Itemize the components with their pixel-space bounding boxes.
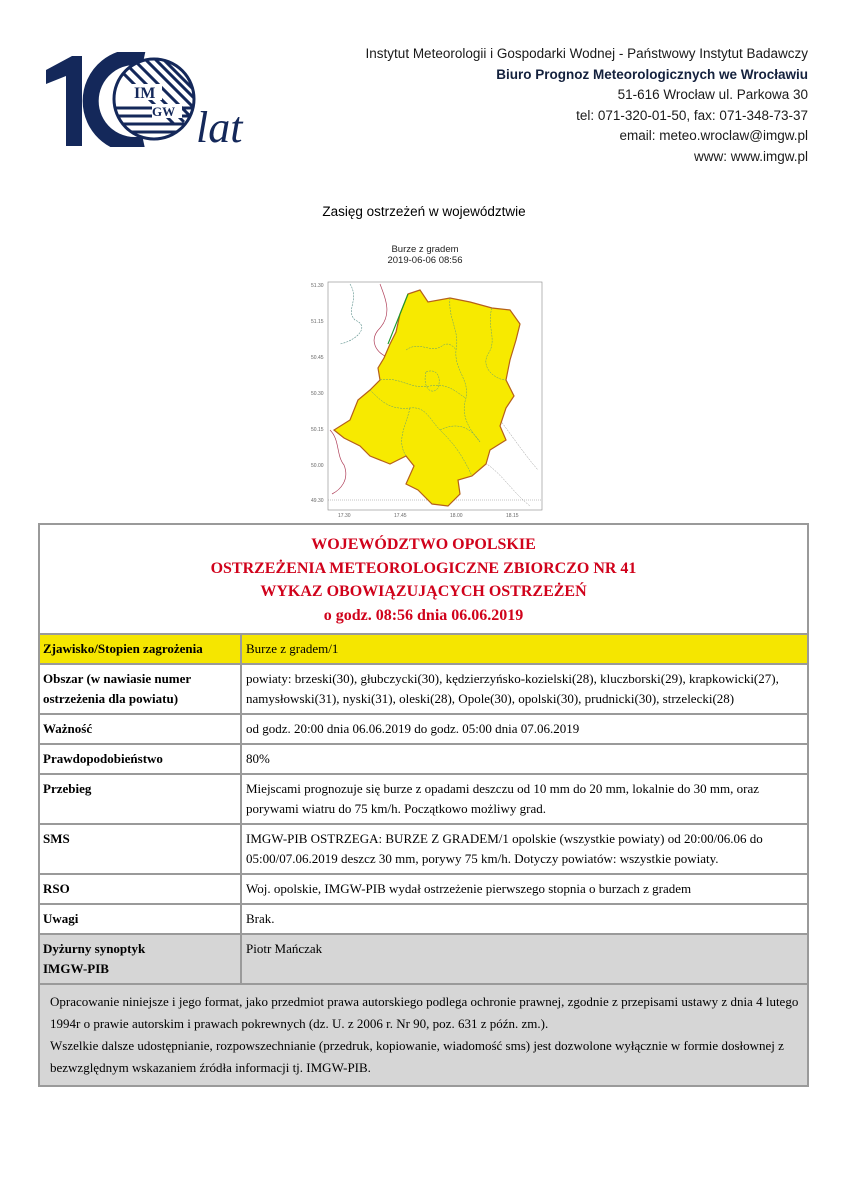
map-title: Burze z gradem [391,244,459,255]
copyright-note [40,985,807,1085]
logo-gw-text: GW [152,104,176,119]
table-row-validity [40,715,807,745]
redistribution-paragraph: Wszelkie dalsze udostępnianie, rozpowszechnianie (przedruk, kopiowanie, wiadomość sms) jest dozwolone wyłącznie w formie dosłownej z bezwzględnym wskazaniem źródła informacji tj. IMGW-PIB. [50,1038,784,1075]
row-label: Ważność [40,715,242,743]
row-value: od godz. 20:00 dnia 06.06.2019 do godz. 05:00 dnia 07.06.2019 [246,721,580,736]
row-label: Obszar (w nawiasie numer ostrzeżenia dla powiatu) [40,665,242,713]
copyright-paragraph: Opracowanie niniejsze i jego format, jako przedmiot prawa autorskiego podlega ochronie prawnej, zgodnie z przepisami ustawy z dnia 4 lutego 1994r o prawie autorskim i prawach pokrewnych (dz. U. z 2006 r. Nr 90, poz. 631 z późn. zm.). [50,994,799,1031]
x-tick-label: 17.30 [338,513,351,519]
row-label: RSO [40,875,242,903]
table-row-remarks [40,905,807,935]
office-email[interactable]: email: meteo.wroclaw@imgw.pl [619,128,808,143]
row-label: Przebieg [40,775,242,823]
warning-map [310,280,546,520]
y-tick-label: 50.45 [311,355,324,361]
y-axis-ticks [311,283,324,504]
table-row-rso [40,875,807,905]
institute-name: Instytut Meteorologii i Gospodarki Wodnej - Państwowy Instytut Badawczy [365,46,808,61]
table-row-phenomenon [40,635,807,665]
x-tick-label: 18.00 [450,513,463,519]
table-row-sms [40,825,807,875]
y-tick-label: 51.15 [311,319,324,325]
row-label: SMS [40,825,242,873]
office-website[interactable]: www: www.imgw.pl [693,148,808,164]
table-row-forecaster [40,935,807,985]
logo-im-text: IM [134,85,156,102]
y-tick-label: 51.30 [311,283,324,289]
forecaster-name: Piotr Mańczak [246,941,323,956]
y-tick-label: 50.00 [311,463,324,469]
logo-graphic [44,52,259,147]
report-time: o godz. 08:56 dnia 06.06.2019 [323,606,524,624]
y-tick-label: 50.15 [311,427,324,433]
row-label: Uwagi [40,905,242,933]
row-label: Prawdopodobieństwo [40,745,242,773]
row-value: IMGW-PIB OSTRZEGA: BURZE Z GRADEM/1 opolskie (wszystkie powiaty) od 20:00/06.06 do 05:00/07.06.2019 deszcz 30 mm, porywy 75 km/h. Dotyczy powiatów: wszystkie powiaty. [246,831,763,866]
row-value: Miejscami prognozuje się burze z opadami deszczu od 10 mm do 20 mm, lokalnie do 30 mm, oraz porywami wiatru do 75 km/h. Początkowo możliwy grad. [246,781,760,816]
row-label [40,935,242,983]
warning-map-svg [310,280,546,520]
table-row-course [40,775,807,825]
table-row-probability [40,745,807,775]
office-address: 51-616 Wrocław ul. Parkowa 30 [617,87,808,102]
institute-contact-block [366,44,808,167]
map-timestamp: 2019-06-06 08:56 [387,255,463,266]
x-axis-ticks [338,513,519,519]
warning-report-table [38,523,809,1087]
x-tick-label: 17.45 [394,513,407,519]
map-caption [330,244,520,266]
imgw-100-lat-logo [44,52,259,147]
forecaster-label-line2: IMGW-PIB [43,961,109,976]
table-row-area [40,665,807,715]
row-label: Zjawisko/Stopien zagrożenia [40,635,242,663]
forecaster-label-line1: Dyżurny synoptyk [43,941,146,956]
row-value: Brak. [246,911,275,926]
voivodeship-title: WOJEWÓDZTWO OPOLSKIE [311,536,536,553]
office-name: Biuro Prognoz Meteorologicznych we Wrocławiu [496,66,808,82]
office-phone: tel: 071-320-01-50, fax: 071-348-73-37 [576,107,808,123]
row-value: powiaty: brzeski(30), głubczycki(30), kędzierzyńsko-kozielski(28), kluczborski(29), krapkowicki(27), namysłowski(31), nyski(31), oleski(28), Opole(30), opolski(30), prudnicki(30), strzelecki(28) [246,671,779,706]
report-heading [40,525,807,635]
logo-lat-text: lat [196,103,243,147]
y-tick-label: 49.30 [311,498,324,504]
row-value: Woj. opolskie, IMGW-PIB wydał ostrzeżenie pierwszego stopnia o burzach z gradem [246,881,692,896]
x-tick-label: 18.15 [506,513,519,519]
active-warnings-title: WYKAZ OBOWIĄZUJĄCYCH OSTRZEŻEŃ [260,583,587,600]
section-title: Zasięg ostrzeżeń w województwie [322,204,526,219]
y-tick-label: 50.30 [311,391,324,397]
warning-summary-title: OSTRZEŻENIA METEOROLOGICZNE ZBIORCZO NR 41 [210,559,637,577]
row-value: 80% [246,751,270,766]
row-value: Burze z gradem/1 [246,641,339,656]
